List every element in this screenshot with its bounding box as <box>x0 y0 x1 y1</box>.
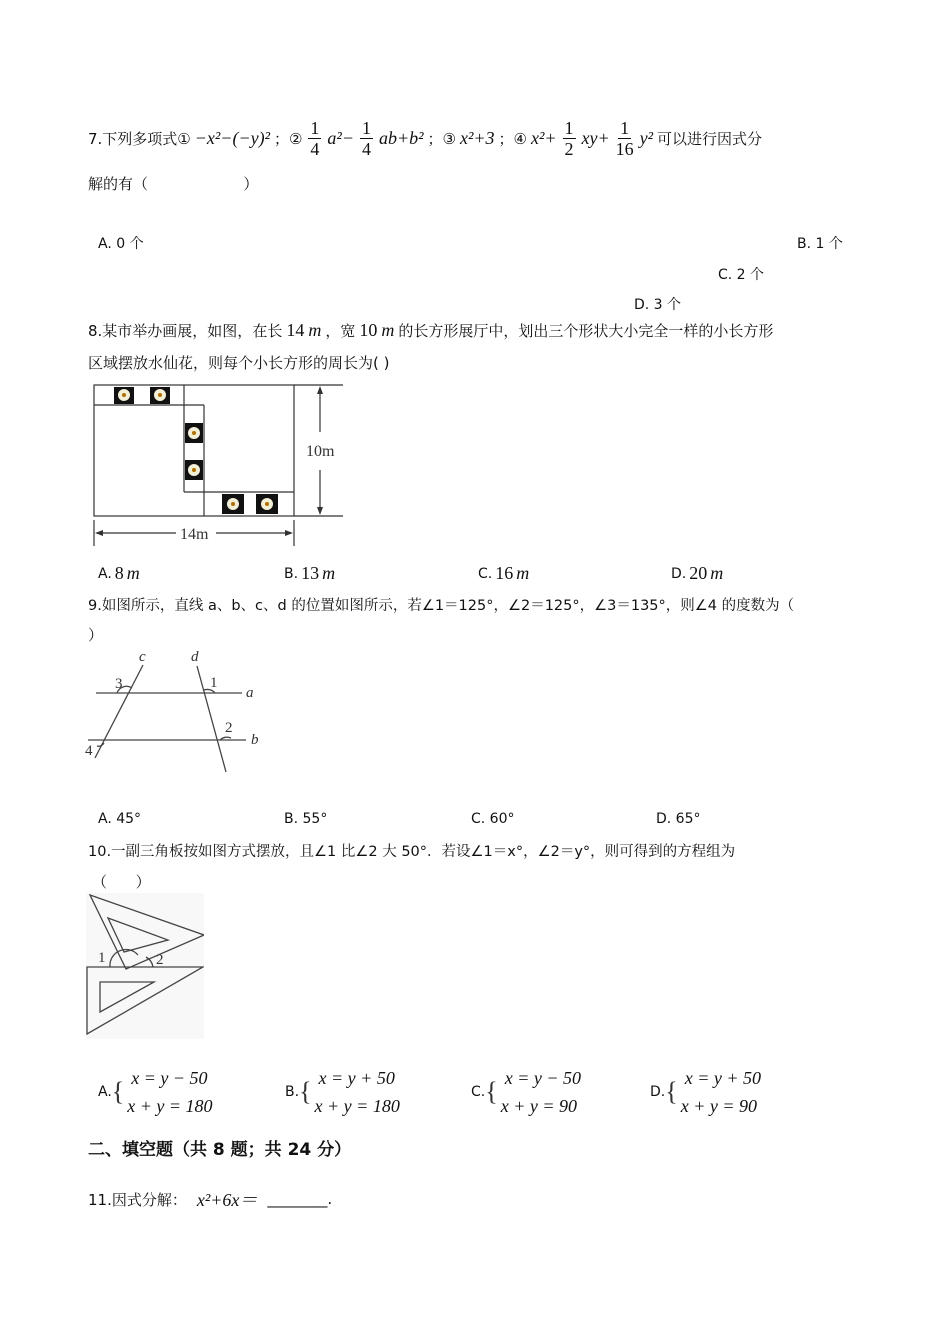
q7-sep4: ；④ <box>498 130 527 148</box>
equation-2: x + y = 180 <box>127 1096 213 1116</box>
q10-line1: 10.一副三角板按如图方式摆放，且∠1 比∠2 大 50°．若设∠1＝x°，∠2＝y°，则可得到的方程组为 <box>88 844 736 860</box>
q8-option-d[interactable] <box>671 563 723 584</box>
q9-line1: 9.如图所示，直线 a、b、c、d 的位置如图所示，若∠1＝125°，∠2＝125°，∠3＝135°，则∠4 的度数为（ <box>88 598 795 614</box>
q11-line <box>88 1186 332 1212</box>
q9-figure <box>80 640 280 780</box>
label-2: 2 <box>156 952 164 968</box>
flower-icons <box>114 387 278 514</box>
q7-expr4b: xy+ <box>581 128 610 148</box>
equation-2: x + y = 90 <box>680 1096 757 1116</box>
option-value: 8 <box>114 563 124 583</box>
q8-text: 的长方形展厅中，划出三个形状大小完全一样的小长方形 <box>398 322 774 340</box>
numerator: 1 <box>564 118 574 138</box>
numerator: 1 <box>620 118 630 138</box>
label-b: b <box>251 732 259 748</box>
fraction <box>616 118 634 159</box>
option-letter: C. <box>478 565 493 582</box>
q8-figure <box>88 380 348 550</box>
label-2: 2 <box>225 720 233 736</box>
numerator: 1 <box>310 118 320 138</box>
q9-option-a[interactable]: A. 45° <box>98 811 142 827</box>
q11-expr: x²+6x＝ <box>196 1190 258 1210</box>
unit: m <box>710 563 724 583</box>
label-a: a <box>246 685 254 701</box>
brace: { <box>299 1077 312 1106</box>
q8-option-c[interactable] <box>478 563 529 584</box>
q8-width: 10 <box>359 320 378 340</box>
q7-expr4a: x²+ <box>530 128 557 148</box>
q7-option-a[interactable]: A. 0 个 <box>98 236 144 252</box>
q7-line2: 解的有（ ） <box>88 175 259 193</box>
q10-option-b[interactable] <box>285 1064 400 1120</box>
option-value: 13 <box>301 563 320 583</box>
q10-option-c[interactable] <box>471 1064 581 1120</box>
option-value: 16 <box>495 563 514 583</box>
unit: m <box>381 320 395 340</box>
q8-option-a[interactable] <box>98 563 140 584</box>
q9-option-c[interactable]: C. 60° <box>471 811 515 827</box>
numerator: 1 <box>361 118 371 138</box>
q10-line2: （ ） <box>92 873 151 891</box>
q7-sep3: ；③ <box>427 130 456 148</box>
label-4: 4 <box>85 743 93 759</box>
width-label: 14m <box>180 526 209 543</box>
q7-option-b[interactable]: B. 1 个 <box>797 236 843 252</box>
option-letter: A. <box>98 565 112 582</box>
brace: { <box>111 1077 125 1106</box>
q7-line1 <box>88 118 762 159</box>
denominator: 4 <box>361 139 371 159</box>
unit: m <box>516 563 530 583</box>
height-label: 10m <box>306 443 335 460</box>
denominator: 4 <box>310 139 320 159</box>
q7-expr3: x²+3 <box>459 128 495 148</box>
section-heading: 二、填空题（共 8 题；共 24 分） <box>88 1140 352 1160</box>
option-letter: D. <box>650 1084 666 1100</box>
label-c: c <box>139 649 146 665</box>
option-value: 20 <box>689 563 708 583</box>
q8-length: 14 <box>286 320 305 340</box>
q7-suffix: 可以进行因式分 <box>657 130 763 148</box>
unit: m <box>126 563 140 583</box>
fraction <box>360 118 373 159</box>
q7-expr1: −x²−(−y)² <box>194 128 270 148</box>
q10-option-d[interactable] <box>650 1064 761 1120</box>
option-letter: B. <box>285 1084 300 1100</box>
label-3: 3 <box>115 676 123 692</box>
q7-expr2b: ab+b² <box>378 128 424 148</box>
option-letter: B. <box>284 565 299 582</box>
q7-prefix: 7.下列多项式① <box>88 130 191 148</box>
label-d: d <box>191 649 199 665</box>
label-1: 1 <box>210 675 218 691</box>
unit: m <box>322 563 336 583</box>
fraction <box>563 118 576 159</box>
q10-option-a[interactable] <box>98 1064 213 1120</box>
q9-option-b[interactable]: B. 55° <box>284 811 328 827</box>
q7-expr2a: a²− <box>327 128 354 148</box>
q8-line2: 区域摆放水仙花，则每个小长方形的周长为( ) <box>88 354 390 372</box>
label-1: 1 <box>98 950 106 966</box>
equation-1: x = y − 50 <box>131 1068 208 1088</box>
fraction <box>308 118 321 159</box>
q8-option-b[interactable] <box>284 563 335 584</box>
equation-1: x = y − 50 <box>504 1068 581 1088</box>
q8-line1 <box>88 320 773 341</box>
q7-expr4c: y² <box>639 128 654 148</box>
brace: { <box>485 1077 498 1106</box>
q7-option-c[interactable]: C. 2 个 <box>718 267 765 283</box>
q11-answer-blank[interactable]: ________. <box>267 1190 333 1208</box>
q9-line2: ） <box>88 626 104 644</box>
q7-sep2: ；② <box>273 130 303 148</box>
option-letter: D. <box>671 565 687 582</box>
equation-2: x + y = 90 <box>500 1096 577 1116</box>
denominator: 2 <box>564 139 574 159</box>
q8-text: ，宽 <box>325 322 356 340</box>
q11-prefix: 11.因式分解： <box>88 1190 187 1209</box>
q10-figure <box>86 893 204 1039</box>
brace: { <box>665 1077 678 1106</box>
option-letter: C. <box>471 1084 486 1100</box>
equation-1: x = y + 50 <box>318 1068 395 1088</box>
unit: m <box>308 320 322 340</box>
denominator: 16 <box>615 139 634 159</box>
q9-option-d[interactable]: D. 65° <box>656 811 701 827</box>
equation-2: x + y = 180 <box>314 1096 400 1116</box>
equation-1: x = y + 50 <box>684 1068 761 1088</box>
q7-option-d[interactable]: D. 3 个 <box>634 297 682 313</box>
q8-text: 8.某市举办画展，如图，在长 <box>88 322 283 340</box>
option-letter: A. <box>98 1084 112 1100</box>
